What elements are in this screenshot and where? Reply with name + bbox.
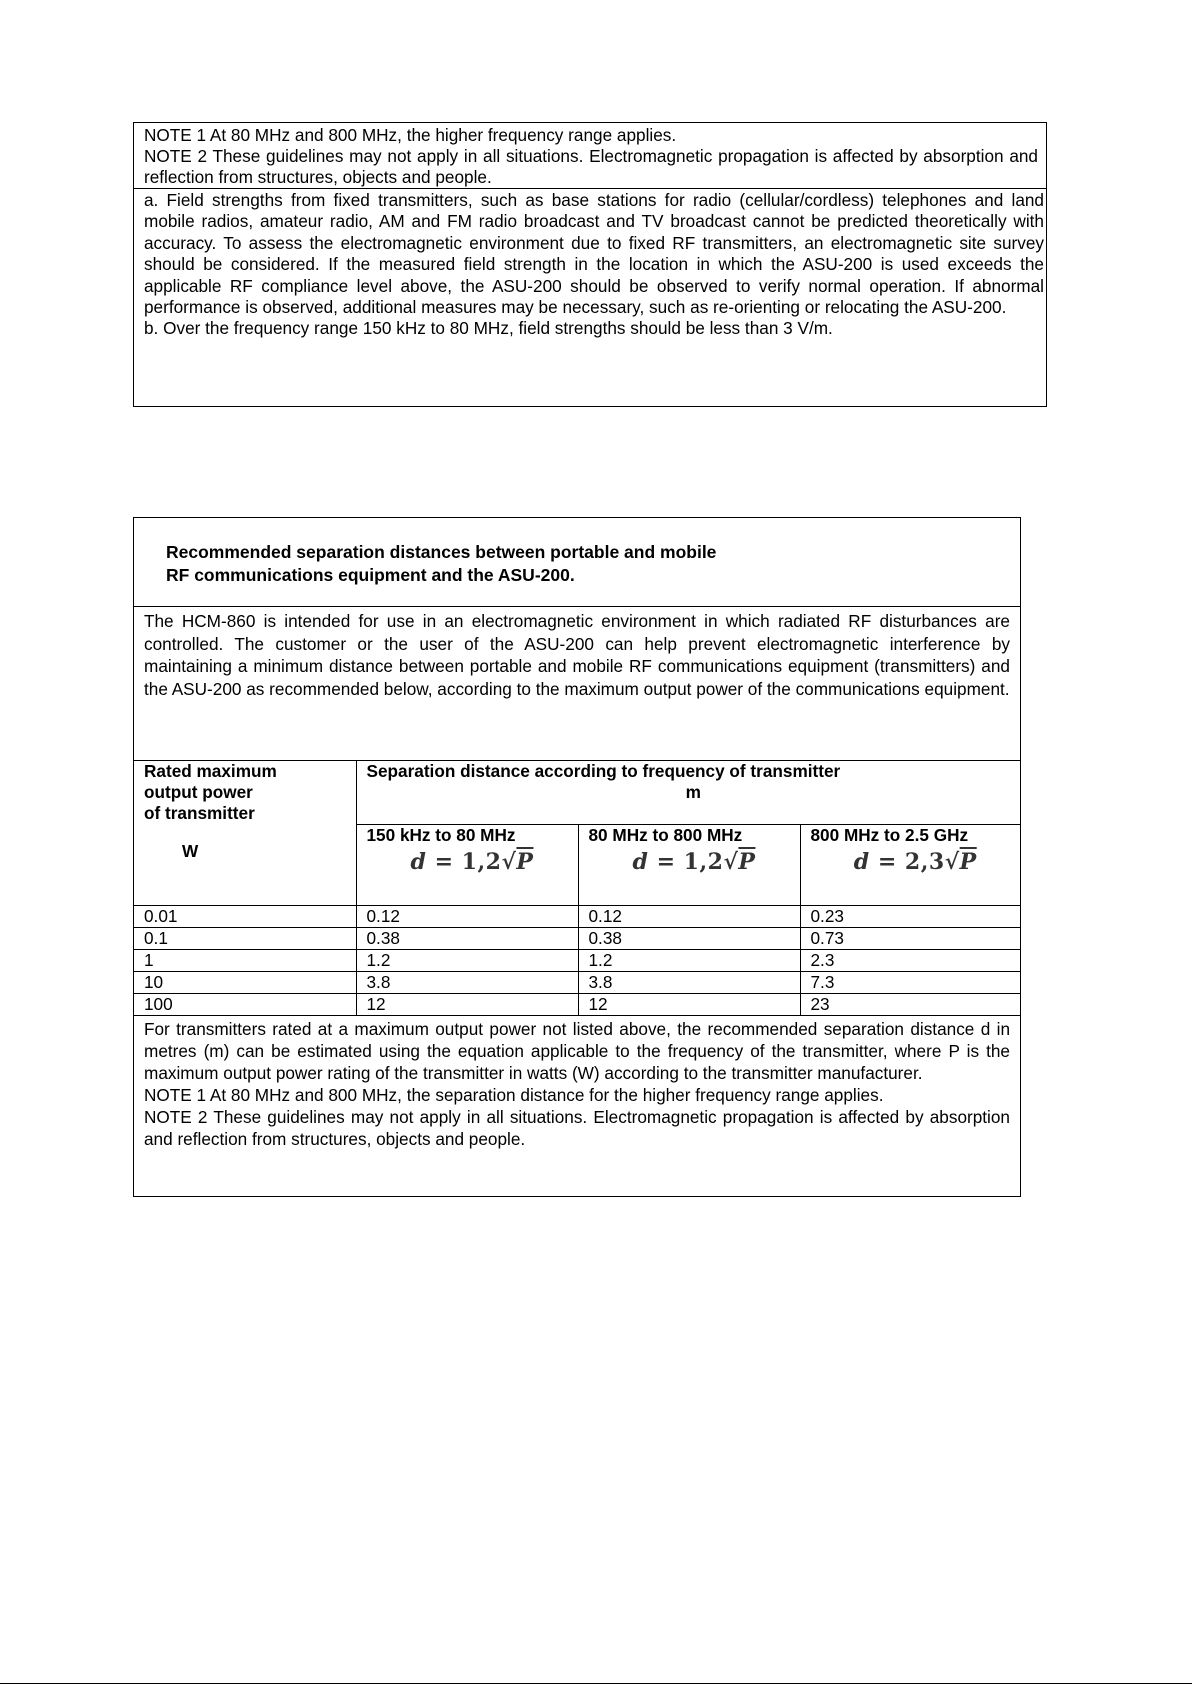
after-table-paragraph: For transmitters rated at a maximum output power not listed above, the recommended separation distance d in metres (m) can be estimated using the equation applicable to the frequency of the transmitter, where P is the maximum output power rating of the transmitter in watts (W) according to the transmitter manufacturer. (144, 1019, 1010, 1083)
freq-range-label: 800 MHz to 2.5 GHz (810, 825, 969, 845)
note-2-separation: NOTE 2 These guidelines may not apply in all situations. Electromagnetic propagation is affected by absorption and reflection from structures, objects and people. (144, 1107, 1010, 1149)
table-row (134, 972, 1020, 994)
separation-distance-box (133, 517, 1021, 1197)
table-cell: 10 (134, 972, 356, 994)
emc-notes-box (133, 122, 1047, 407)
table-cell: 1 (134, 950, 356, 972)
distance-header-cell (356, 761, 1020, 825)
freq-column-header (800, 825, 1020, 906)
formula-lhs: d (632, 849, 649, 875)
power-header-cell (134, 761, 356, 906)
table-cell: 0.01 (134, 906, 356, 928)
note-2: NOTE 2 These guidelines may not apply in all situations. Electromagnetic propagation is affected by absorption and reflection from structures, objects and people. (144, 146, 1038, 187)
footnote-b: b. Over the frequency range 150 kHz to 80 MHz, field strengths should be less than 3 V/m. (144, 318, 833, 339)
formula-lhs: d (410, 849, 427, 875)
freq-range-label: 80 MHz to 800 MHz (588, 825, 743, 845)
footnote-a: a. Field strengths from fixed transmitters, such as base stations for radio (cellular/cordless) telephones and land mobile radios, amateur radio, AM and FM radio broadcast and TV broadcast cannot be predicted theoretically with accuracy. To assess the electromagnetic environment due to fixed RF transmitters, an electromagnetic site survey should be considered. If the measured field strength in the location in which the ASU-200 is used exceeds the applicable RF compliance level above, the ASU-200 should be observed to verify normal operation. If abnormal performance is observed, additional measures may be necessary, such as re-orienting or relocating the ASU-200. (144, 190, 1044, 318)
formula-coef: 1,2 (461, 849, 502, 875)
table-cell: 2.3 (800, 950, 1020, 972)
formula-coef: 2,3 (904, 849, 945, 875)
separation-title (134, 518, 1020, 607)
distance-unit: m (685, 782, 701, 802)
separation-table (134, 761, 1020, 1016)
table-row (134, 906, 1020, 928)
table-cell: 3.8 (356, 972, 578, 994)
power-header-line: of transmitter (144, 803, 255, 823)
table-cell: 3.8 (578, 972, 800, 994)
formula-coef: 1,2 (683, 849, 724, 875)
table-row (134, 950, 1020, 972)
table-cell: 0.38 (578, 928, 800, 950)
table-cell: 100 (134, 994, 356, 1016)
table-cell: 12 (578, 994, 800, 1016)
table-cell: 0.73 (800, 928, 1020, 950)
footnotes-section (134, 189, 1046, 340)
notes-after-table (134, 1016, 1020, 1150)
distance-header-text: Separation distance according to frequency of transmitter (366, 761, 841, 781)
table-cell: 0.38 (356, 928, 578, 950)
intro-paragraph: The HCM-860 is intended for use in an electromagnetic environment in which radiated RF disturbances are controlled. The customer or the user of the ASU-200 can help prevent electromagnetic interference by maintaining a minimum distance between portable and mobile RF communications equipment (transmitters) and the ASU-200 as recommended below, according to the maximum output power of the communications equipment. (144, 611, 1010, 699)
formula-var: P (959, 849, 977, 875)
power-header-line: output power (144, 782, 253, 802)
table-cell: 1.2 (578, 950, 800, 972)
power-header-line: Rated maximum (144, 761, 277, 781)
table-cell: 7.3 (800, 972, 1020, 994)
table-cell: 0.12 (578, 906, 800, 928)
table-cell: 0.1 (134, 928, 356, 950)
intro-section (134, 607, 1020, 761)
table-row (134, 994, 1020, 1016)
table-cell: 12 (356, 994, 578, 1016)
table-cell: 0.23 (800, 906, 1020, 928)
note-1-separation: NOTE 1 At 80 MHz and 800 MHz, the separation distance for the higher frequency range applies. (144, 1085, 884, 1105)
power-unit: W (182, 841, 199, 861)
freq-column-header (356, 825, 578, 906)
table-cell: 0.12 (356, 906, 578, 928)
table-row (134, 928, 1020, 950)
formula-150k-80m: d = 1,2√P (410, 849, 534, 875)
table-cell: 1.2 (356, 950, 578, 972)
formula-var: P (516, 849, 534, 875)
formula-lhs: d (853, 849, 870, 875)
title-line-2: RF communications equipment and the ASU-200. (166, 565, 575, 585)
formula-var: P (738, 849, 756, 875)
freq-column-header (578, 825, 800, 906)
notes-section (134, 123, 1046, 189)
table-cell: 23 (800, 994, 1020, 1016)
page-bottom-rule (0, 1683, 1192, 1684)
formula-800m-2g5: d = 2,3√P (853, 849, 977, 875)
freq-range-label: 150 kHz to 80 MHz (366, 825, 516, 845)
title-line-1: Recommended separation distances between portable and mobile (166, 542, 717, 562)
formula-80m-800m: d = 1,2√P (632, 849, 756, 875)
note-1: NOTE 1 At 80 MHz and 800 MHz, the higher frequency range applies. (144, 125, 677, 145)
